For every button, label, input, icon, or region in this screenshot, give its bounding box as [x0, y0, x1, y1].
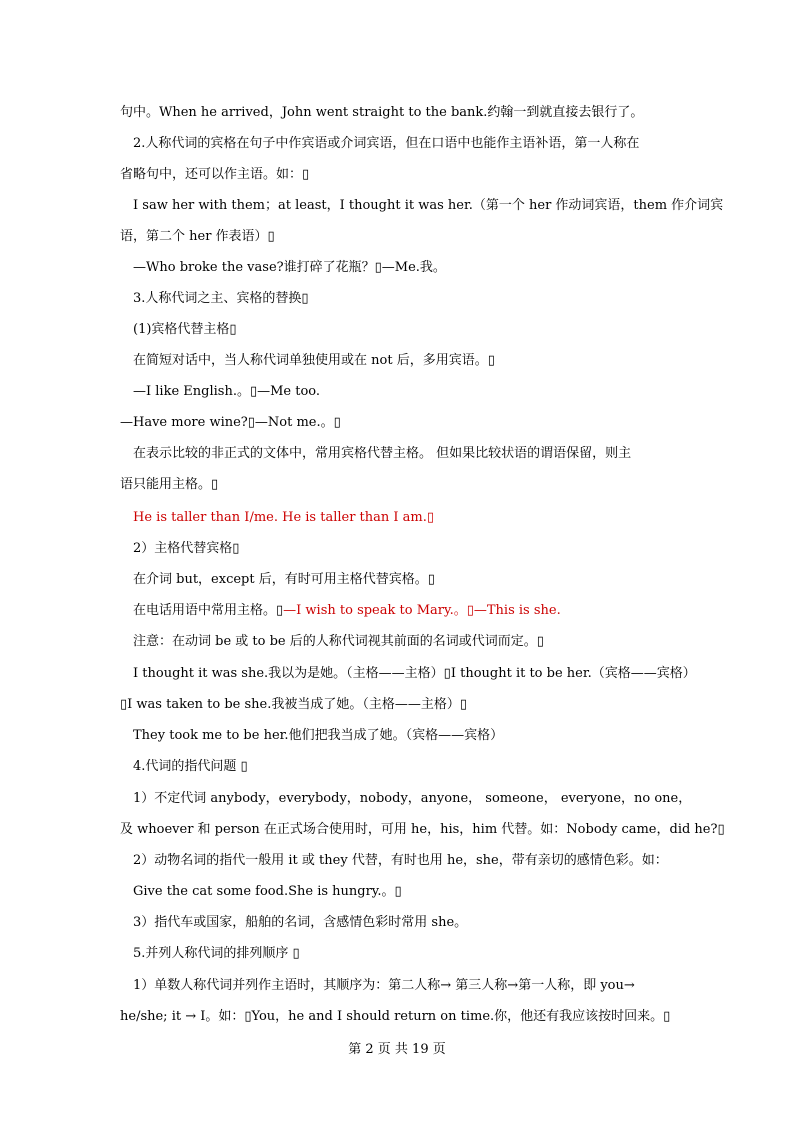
example-line: ▯I was taken to be she.我被当成了她。（主格——主格）▯ — [120, 697, 468, 712]
example-line: —Have more wine?▯—Not me.。▯ — [120, 415, 341, 430]
text-line: 语，第二个 her 作表语）▯ — [120, 229, 275, 244]
text-line: —Who broke the vase?谁打碎了花瓶？▯—Me.我。 — [133, 260, 446, 275]
highlighted-example: He is taller than I/me. He is taller than I am.▯ — [133, 510, 435, 525]
text-line: 2.人称代词的宾格在句子中作宾语或介词宾语，但在口语中也能作主语补语，第一人称在 — [133, 136, 640, 151]
text-line: 语只能用主格。▯ — [120, 477, 219, 492]
section-heading: 5.并列人称代词的排列顺序 ▯ — [133, 946, 300, 961]
text-line: 在简短对话中，当人称代词单独使用或在 not 后，多用宾语。▯ — [133, 353, 495, 368]
example-line: Give the cat some food.She is hungry.。▯ — [133, 884, 402, 899]
subsection-heading: (1)宾格代替主格▯ — [133, 322, 237, 337]
example-line: —I like English.。▯—Me too. — [133, 384, 321, 399]
page-footer: 第 2 页 共 19 页 — [348, 1042, 446, 1057]
highlighted-example: —I wish to speak to Mary.。▯—This is she. — [283, 603, 561, 618]
section-heading: 3.人称代词之主、宾格的替换▯ — [133, 291, 309, 306]
subsection-heading: 2）主格代替宾格▯ — [133, 541, 240, 556]
text-line — [133, 601, 561, 621]
text-line: 1）单数人称代词并列作主语时，其顺序为：第二人称→ 第三人称→第一人称，即 you→ — [133, 978, 635, 993]
example-line: They took me to be her.他们把我当成了她。（宾格——宾格） — [133, 728, 504, 743]
text-line: 3）指代车或国家，船舶的名词，含感情色彩时常用 she。 — [133, 915, 468, 930]
text-line: 句中。When he arrived，John went straight to the bank.约翰一到就直接去银行了。 — [120, 105, 644, 120]
text-line: 在表示比较的非正式的文体中，常用宾格代替主格。 但如果比较状语的谓语保留，则主 — [133, 446, 632, 461]
text-line: 1）不定代词 anybody，everybody，nobody，anyone， someone， everyone，no one， — [133, 791, 692, 806]
text-line: I saw her with them；at least，I thought it was her.（第一个 her 作动词宾语，them 作介词宾 — [133, 198, 724, 213]
text-line: he/she; it → I。如：▯You，he and I should return on time.你，他还有我应该按时回来。▯ — [120, 1009, 671, 1024]
example-line: I thought it was she.我以为是她。（主格——主格）▯I thought it to be her.（宾格——宾格） — [133, 666, 696, 681]
text-line: 在介词 but，except 后，有时可用主格代替宾格。▯ — [133, 572, 435, 587]
text-line: 2）动物名词的指代一般用 it 或 they 代替，有时也用 he，she，带有亲切的感情色彩。如： — [133, 853, 668, 868]
text-line: 及 whoever 和 person 在正式场合使用时，可用 he，his，him 代替。如：Nobody came，did he?▯ — [120, 822, 725, 837]
text-line: 省略句中，还可以作主语。如：▯ — [120, 167, 310, 182]
note-line: 注意：在动词 be 或 to be 后的人称代词视其前面的名词或代词而定。▯ — [133, 634, 544, 649]
text-segment: 在电话用语中常用主格。▯ — [133, 603, 284, 618]
section-heading: 4.代词的指代问题 ▯ — [133, 759, 248, 774]
